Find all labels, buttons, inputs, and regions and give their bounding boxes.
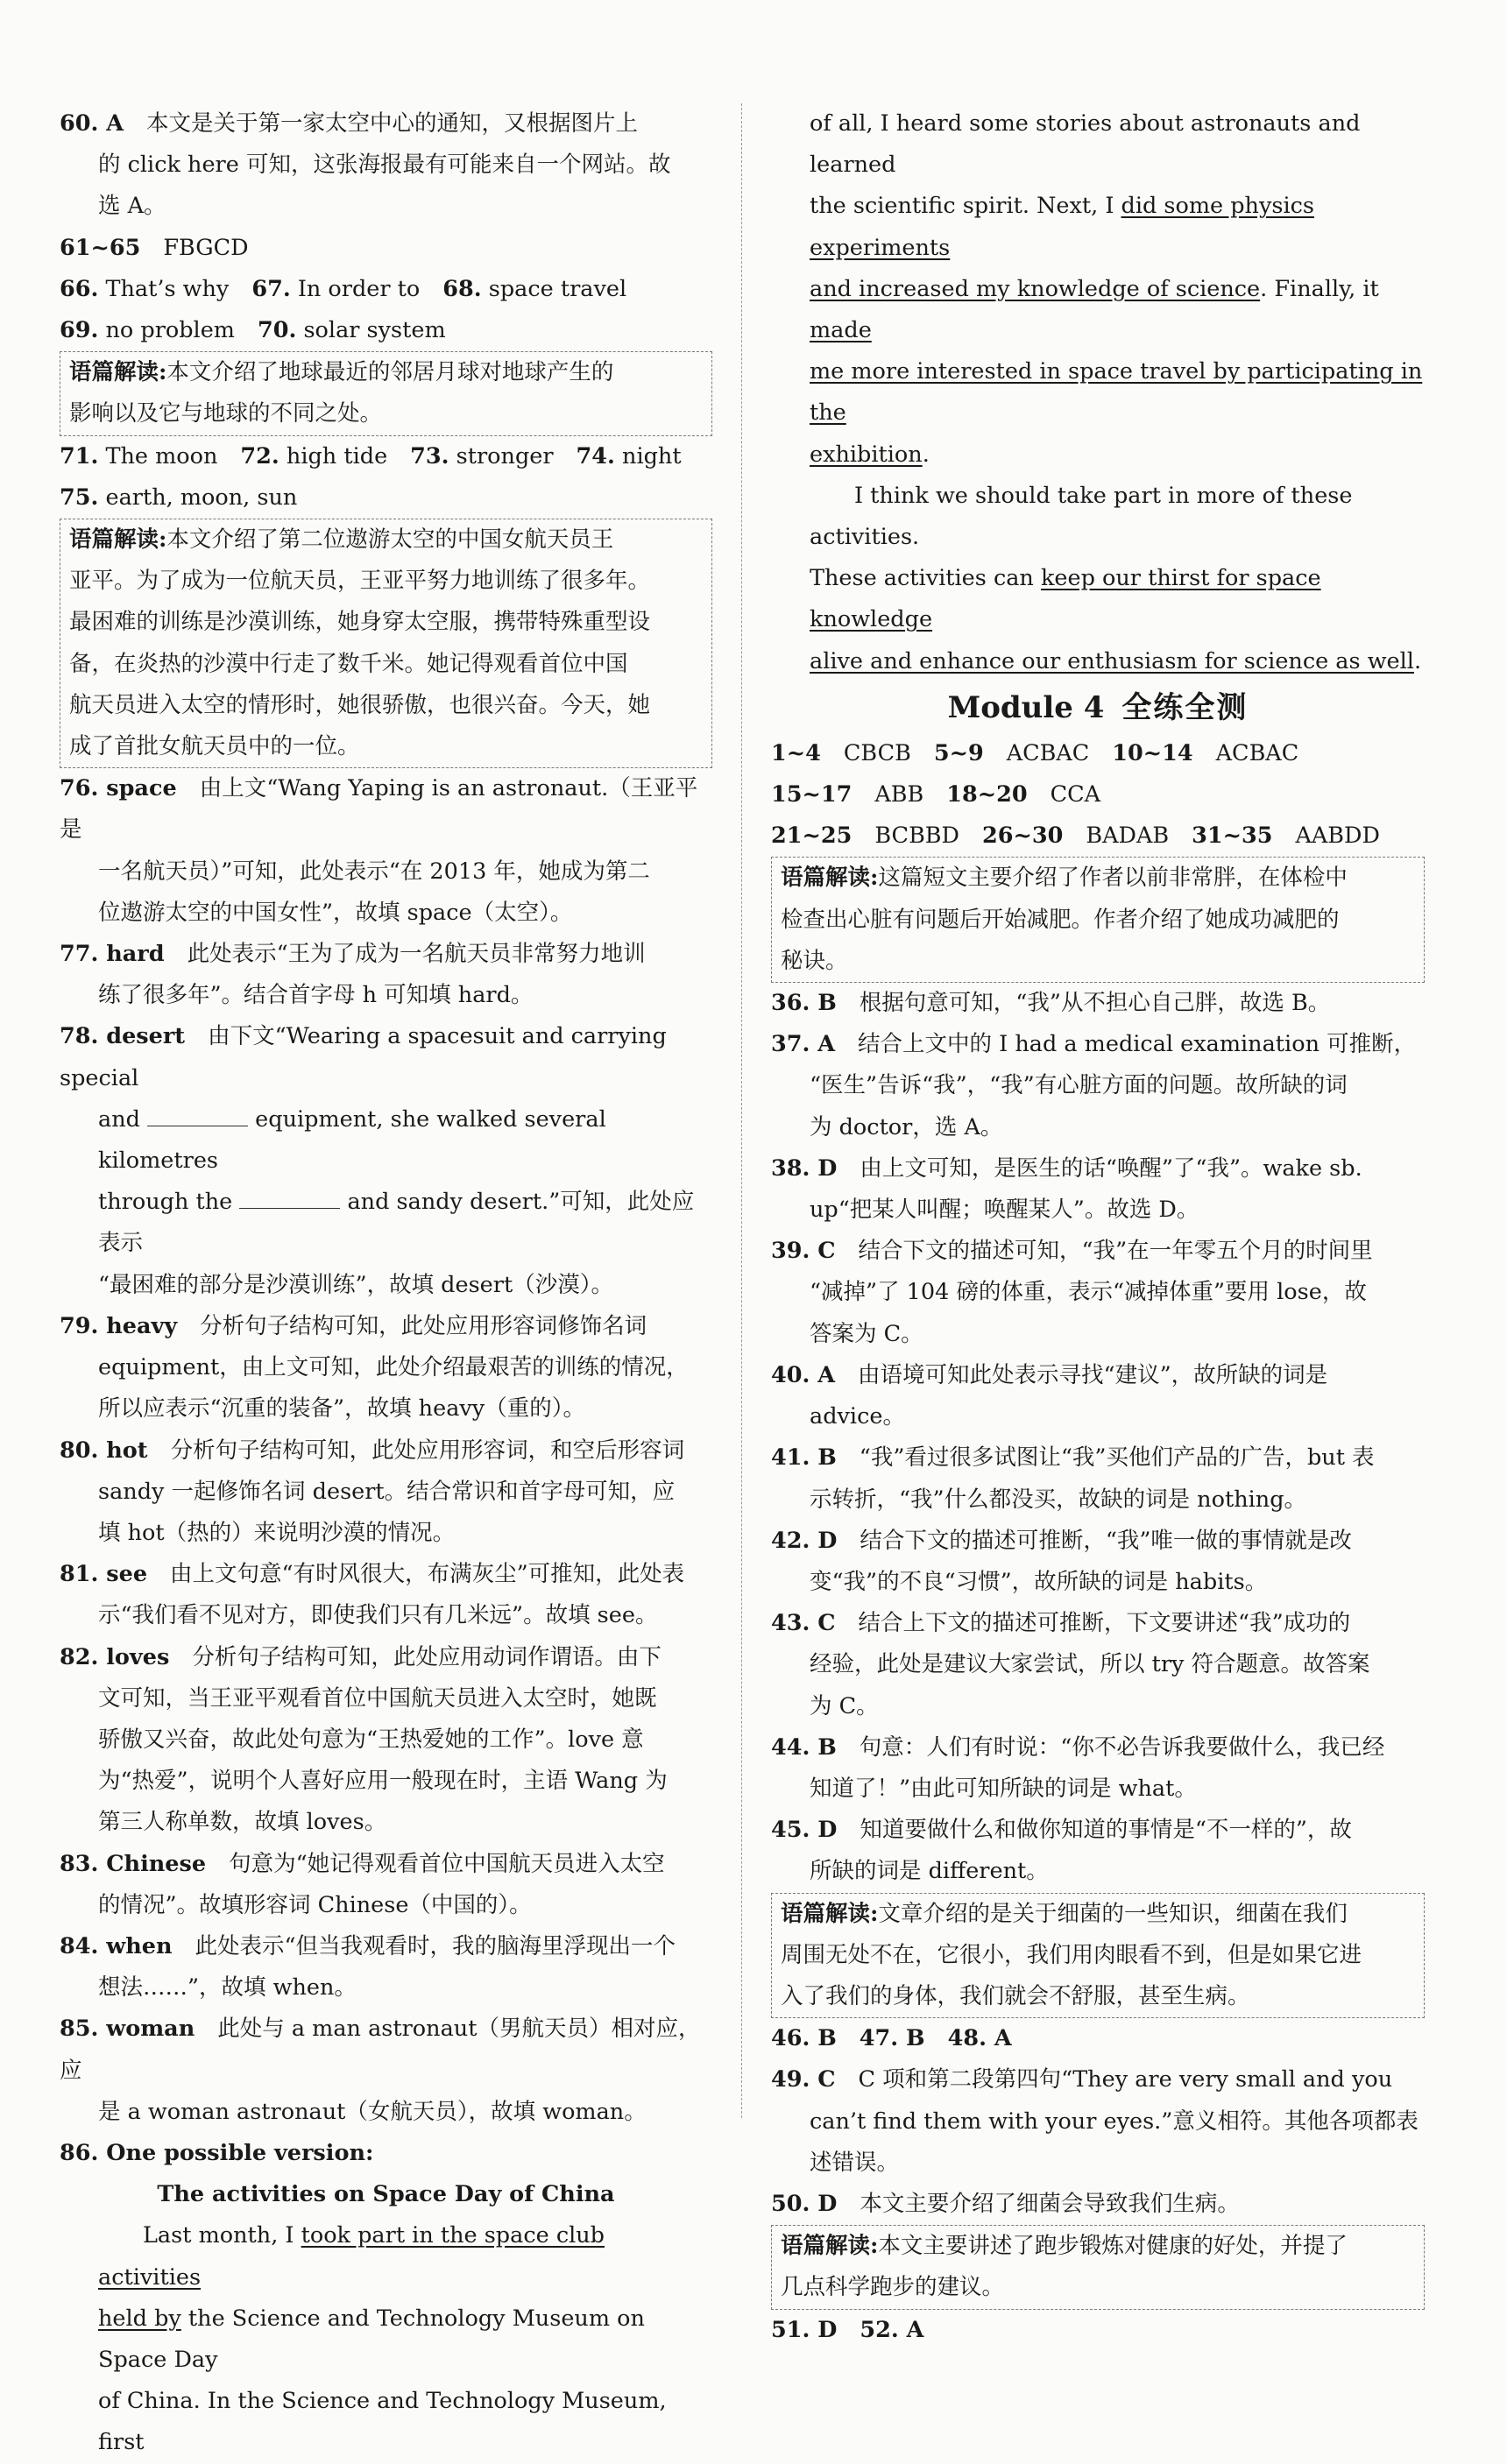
answer-number: 68. <box>442 275 482 302</box>
explanation-line: 示转折，“我”什么都没买，故缺的词是 nothing。 <box>810 1486 1307 1513</box>
answer-number: 48. A <box>947 2025 1012 2052</box>
answer-number: 77. hard <box>60 941 165 968</box>
answer-value: CBCB <box>843 739 911 766</box>
answer-76 <box>60 768 712 934</box>
fill-blank <box>239 1185 340 1209</box>
explanation-line: 所以应表示“沉重的装备”，故填 heavy（重的）。 <box>98 1395 585 1423</box>
answer-43 <box>771 1603 1425 1727</box>
summary-label: 语篇解读: <box>781 1900 879 1927</box>
summary-label: 语篇解读: <box>781 2233 879 2260</box>
column-divider <box>741 103 742 2118</box>
summary-text: 几点科学跑步的建议。 <box>781 2274 1005 2301</box>
summary-text: 影响以及它与地球的不同之处。 <box>69 400 383 427</box>
summary-text: 最困难的训练是沙漠训练，她身穿太空服，携带特殊重型设 <box>69 609 651 636</box>
answer-value: FBGCD <box>163 234 249 261</box>
answer-number: 72. <box>240 442 279 470</box>
answer-number: 66. <box>60 275 99 302</box>
explanation-line: 的 click here 可知，这张海报最有可能来自一个网站。故 <box>98 152 671 179</box>
explanation-line: 此处表示“但当我观看时，我的脑海里浮现出一个 <box>195 1932 676 1959</box>
answer-range: 5~9 <box>933 739 984 766</box>
explanation-line: 结合下文的描述可推断，“我”唯一做的事情就是改 <box>860 1527 1352 1554</box>
answer-range: 1~4 <box>771 739 821 766</box>
answer-number: 83. Chinese <box>60 1850 207 1877</box>
answers-69-70 <box>60 310 712 351</box>
summary-text: 本文主要讲述了跑步锻炼对健康的好处，并提了 <box>878 2233 1348 2260</box>
answers-51-52 <box>771 2310 1425 2351</box>
essay-underlined-text: exhibition <box>810 441 923 468</box>
explanation-line: 练了很多年”。结合首字母 h 可知填 hard。 <box>98 982 534 1009</box>
essay-text: . <box>922 441 930 468</box>
explanation-line: 填 hot（热的）来说明沙漠的情况。 <box>98 1519 456 1546</box>
answer-39 <box>771 1231 1425 1355</box>
answer-78 <box>60 1016 712 1305</box>
answer-range: 10~14 <box>1112 739 1193 766</box>
explanation-line: “减掉”了 104 磅的体重，表示“减掉体重”要用 lose，故 <box>810 1279 1367 1306</box>
explanation-line: 第三人称单数，故填 loves。 <box>98 1809 387 1836</box>
module-title-en: Module 4 <box>947 689 1105 725</box>
summary-text: 秘诀。 <box>781 947 848 974</box>
answer-84 <box>60 1926 712 2009</box>
answer-38 <box>771 1148 1425 1231</box>
answer-75 <box>60 477 712 519</box>
explanation-line: 的情况”。故填形容词 Chinese（中国的）。 <box>98 1891 532 1918</box>
answer-value: BADAB <box>1086 823 1170 850</box>
explanation-line: 句意：人们有时说：“你不必告诉我要做什么，我已经 <box>859 1733 1385 1761</box>
explanation-line: sandy 一起修饰名词 desert。结合常识和首字母可知，应 <box>98 1478 676 1505</box>
explanation-line: 本文是关于第一家太空中心的通知，又根据图片上 <box>146 110 639 137</box>
answer-number: 73. <box>410 442 449 470</box>
summary-text: 航天员进入太空的情形时，她很骄傲，也很兴奋。今天，她 <box>69 691 651 718</box>
answer-number: 41. B <box>771 1444 837 1472</box>
answer-number: 51. D <box>771 2316 838 2343</box>
answer-77 <box>60 934 712 1016</box>
explanation-line: 一名航天员）”可知，此处表示“在 2013 年，她成为第二 <box>98 858 650 885</box>
explanation-line: 结合下文的描述可知，“我”在一年零五个月的时间里 <box>858 1238 1373 1265</box>
explanation-line: 分析句子结构可知，此处应用动词作谓语。由下 <box>192 1643 662 1670</box>
essay-title: The activities on Space Day of China <box>157 2181 615 2208</box>
answers-71-74 <box>60 436 712 477</box>
fill-blank <box>147 1103 248 1126</box>
module-title <box>771 682 1425 733</box>
answer-number: 67. <box>251 275 291 302</box>
answer-number: 44. B <box>771 1733 837 1761</box>
answer-41 <box>771 1437 1425 1520</box>
answers-15-20 <box>771 774 1425 815</box>
explanation-line: 述错误。 <box>810 2149 900 2176</box>
explanation-line: 由上文“Wang Yaping is an astronaut.（王亚平是 <box>60 775 698 844</box>
explanation-text: equipment, she walked several kilometres <box>98 1105 606 1175</box>
answer-range: 31~35 <box>1192 823 1273 850</box>
left-column <box>60 103 712 2464</box>
answers-1-14 <box>771 733 1425 774</box>
explanation-line: “最困难的部分是沙漠训练”，故填 desert（沙漠）。 <box>98 1271 613 1298</box>
explanation-line: 由上文句意“有时风很大，布满灰尘”可推知，此处表 <box>170 1561 685 1588</box>
answer-number: 60. A <box>60 110 124 137</box>
essay-text: the scientific spirit. Next, I <box>810 193 1121 220</box>
explanation-line: can’t find them with your eyes.”意义相符。其他各项都表 <box>810 2107 1419 2135</box>
answer-number: 49. C <box>771 2066 836 2093</box>
explanation-line: 变“我”的不良“习惯”，故所缺的词是 habits。 <box>810 1568 1268 1595</box>
answer-value: solar system <box>303 317 446 344</box>
summary-text: 本文介绍了地球最近的邻居月球对地球产生的 <box>166 359 614 386</box>
answer-value: BCBBD <box>874 823 959 850</box>
answer-number: 76. space <box>60 775 177 802</box>
essay-continuation <box>771 103 1425 682</box>
answer-number: 39. C <box>771 1238 836 1265</box>
explanation-line: 由语境可知此处表示寻找“建议”，故所缺的词是 <box>858 1361 1328 1388</box>
answer-number: 45. D <box>771 1817 838 1844</box>
answer-number: 70. <box>257 317 297 344</box>
explanation-line: 位遨游太空的中国女性”，故填 space（太空）。 <box>98 899 573 926</box>
passage-summary-box <box>60 351 712 435</box>
explanation-line: 由下文“Wearing a spacesuit and carrying special <box>60 1023 667 1091</box>
passage-summary-box <box>60 519 712 768</box>
summary-text: 周围无处不在，它很小，我们用肉眼看不到，但是如果它进 <box>781 1941 1362 1968</box>
answer-number: 69. <box>60 317 99 344</box>
summary-text: 备，在炎热的沙漠中行走了数千米。她记得观看首位中国 <box>69 650 628 677</box>
explanation-line: 此处与 a man astronaut（男航天员）相对应，应 <box>60 2016 701 2084</box>
explanation-line: 选 A。 <box>98 193 166 220</box>
explanation-line: 分析句子结构可知，此处应用形容词修饰名词 <box>200 1312 647 1339</box>
answer-40 <box>771 1355 1425 1437</box>
essay-heading: 86. One possible version: <box>60 2139 374 2166</box>
essay-underlined-text: took part in the space club activities <box>98 2222 605 2291</box>
explanation-text: and sandy desert.”可知，此处应表示 <box>98 1189 695 1257</box>
answer-value: That’s why <box>105 275 230 302</box>
module-title-cn: 全练全测 <box>1121 689 1249 725</box>
answer-value: no problem <box>105 317 235 344</box>
answer-36 <box>771 983 1425 1024</box>
essay-text: Last month, I <box>143 2222 301 2249</box>
answer-value: AABDD <box>1295 823 1380 850</box>
essay-text: of China. In the Science and Technology Museum, first <box>98 2388 667 2456</box>
answer-value: stronger <box>456 442 554 470</box>
answer-value: ACBAC <box>1006 739 1090 766</box>
explanation-line: 结合上下文的描述可推断，下文要讲述“我”成功的 <box>858 1610 1351 1637</box>
explanation-line: 答案为 C。 <box>810 1320 923 1347</box>
answer-number: 84. when <box>60 1932 173 1959</box>
answers-46-48 <box>771 2018 1425 2059</box>
answer-42 <box>771 1521 1425 1603</box>
answer-number: 46. B <box>771 2025 837 2052</box>
essay-text: . <box>1413 647 1422 674</box>
explanation-text: and <box>98 1105 140 1133</box>
summary-text: 文章介绍的是关于细菌的一些知识，细菌在我们 <box>878 1900 1348 1927</box>
answer-44 <box>771 1727 1425 1810</box>
essay-underlined-text: alive and enhance our enthusiasm for science as well <box>810 647 1414 674</box>
answer-value: space travel <box>488 275 627 302</box>
essay-underlined-text: held by <box>98 2305 181 2332</box>
answer-number: 37. A <box>771 1031 836 1058</box>
answer-number: 74. <box>576 442 615 470</box>
answer-number: 75. <box>60 484 99 511</box>
answer-value: In order to <box>297 275 421 302</box>
answer-value: earth, moon, sun <box>105 484 298 511</box>
answer-number: 42. D <box>771 1527 838 1554</box>
answer-number: 78. desert <box>60 1023 186 1050</box>
explanation-line: 分析句子结构可知，此处应用形容词，和空后形容词 <box>170 1437 685 1464</box>
answers-21-35 <box>771 815 1425 857</box>
answer-value: CCA <box>1050 781 1101 808</box>
explanation-line: 句意为“她记得观看首位中国航天员进入太空 <box>229 1850 665 1877</box>
answer-range: 15~17 <box>771 781 853 808</box>
answer-83 <box>60 1844 712 1926</box>
answer-49 <box>771 2059 1425 2184</box>
answer-number: 71. <box>60 442 99 470</box>
explanation-line: “医生”告诉“我”，“我”有心脏方面的问题。故所缺的词 <box>810 1072 1348 1099</box>
answer-range: 61~65 <box>60 234 141 261</box>
summary-text: 成了首批女航天员中的一位。 <box>69 733 360 760</box>
answer-range: 18~20 <box>946 781 1028 808</box>
explanation-line: equipment，由上文可知，此处介绍最艰苦的训练的情况， <box>98 1354 689 1381</box>
essay-text: of all, I heard some stories about astronauts and learned <box>810 110 1361 179</box>
explanation-text: through the <box>98 1189 233 1216</box>
right-column <box>771 103 1425 2351</box>
answer-number: 40. A <box>771 1361 836 1388</box>
answer-82 <box>60 1637 712 1844</box>
answer-number: 82. loves <box>60 1643 170 1670</box>
explanation-line: 知道要做什么和做你知道的事情是“不一样的”，故 <box>860 1817 1352 1844</box>
explanation-line: 为 doctor，选 A。 <box>810 1113 1003 1140</box>
summary-label: 语篇解读: <box>69 359 167 386</box>
essay-underlined-text: me more interested in space travel by participating in the <box>810 358 1423 427</box>
explanation-line: 示“我们看不见对方，即使我们只有几米远”。故填 see。 <box>98 1602 658 1629</box>
explanation-line: 是 a woman astronaut（女航天员），故填 woman。 <box>98 2098 647 2125</box>
explanation-line: 骄傲又兴奋，故此处句意为“王热爱她的工作”。love 意 <box>98 1726 644 1753</box>
summary-label: 语篇解读: <box>781 865 879 892</box>
answer-number: 79. heavy <box>60 1312 178 1339</box>
answers-61-65 <box>60 228 712 269</box>
essay-text: the Science and Technology Museum on Space Day <box>98 2305 645 2373</box>
essay-underlined-text: keep our thirst for space knowledge <box>810 565 1321 633</box>
answer-number: 80. hot <box>60 1437 148 1464</box>
explanation-line: 所缺的词是 different。 <box>810 1858 1049 1885</box>
passage-summary-box <box>771 857 1425 983</box>
answer-range: 21~25 <box>771 823 853 850</box>
explanation-line: 文可知，当王亚平观看首位中国航天员进入太空时，她既 <box>98 1684 657 1712</box>
essay-underlined-text: did some physics experiments <box>810 193 1314 261</box>
answer-number: 36. B <box>771 990 837 1017</box>
explanation-line: “我”看过很多试图让“我”买他们产品的广告，but 表 <box>859 1444 1375 1472</box>
answer-value: high tide <box>286 442 388 470</box>
explanation-line: up“把某人叫醒；唤醒某人”。故选 D。 <box>810 1197 1199 1224</box>
summary-label: 语篇解读: <box>69 526 167 554</box>
passage-summary-box <box>771 2225 1425 2309</box>
answer-number: 52. A <box>860 2316 924 2343</box>
explanation-line: 为 C。 <box>810 1692 879 1719</box>
answer-37 <box>771 1024 1425 1148</box>
essay-underlined-text: made <box>810 317 872 344</box>
answer-81 <box>60 1554 712 1636</box>
essay-text: . Finally, it <box>1260 275 1379 302</box>
answer-value: night <box>622 442 682 470</box>
summary-text: 入了我们的身体，我们就会不舒服，甚至生病。 <box>781 1982 1250 2009</box>
passage-summary-box <box>771 1893 1425 2019</box>
summary-text: 亚平。为了成为一位航天员，王亚平努力地训练了很多年。 <box>69 568 651 595</box>
summary-text: 本文介绍了第二位遨游太空的中国女航天员王 <box>166 526 614 554</box>
answer-number: 81. see <box>60 1561 148 1588</box>
explanation-line: 由上文可知，是医生的话“唤醒”了“我”。wake sb. <box>860 1154 1362 1182</box>
answer-number: 38. D <box>771 1154 838 1182</box>
answer-value: The moon <box>105 442 218 470</box>
answer-number: 43. C <box>771 1610 836 1637</box>
answer-range: 26~30 <box>982 823 1064 850</box>
answer-86 <box>60 2133 712 2464</box>
summary-text: 检查出心脏有问题后开始减肥。作者介绍了她成功减肥的 <box>781 906 1340 933</box>
answer-79 <box>60 1306 712 1430</box>
explanation-line: 结合上文中的 I had a medical examination 可推断， <box>858 1031 1417 1058</box>
answer-value: ACBAC <box>1215 739 1299 766</box>
explanation-line: 本文主要介绍了细菌会导致我们生病。 <box>860 2190 1240 2217</box>
answer-value: ABB <box>874 781 924 808</box>
answers-66-68 <box>60 269 712 310</box>
explanation-line: 此处表示“王为了成为一名航天员非常努力地训 <box>187 941 646 968</box>
essay-underlined-text: and increased my knowledge of science <box>810 275 1261 302</box>
explanation-line: 想法……”，故填 when。 <box>98 1974 357 2002</box>
answer-number: 47. B <box>859 2025 925 2052</box>
essay-text: I think we should take part in more of these activities. <box>810 482 1353 551</box>
answer-85 <box>60 2009 712 2133</box>
answer-number: 50. D <box>771 2190 838 2217</box>
explanation-line: 根据句意可知，“我”从不担心自己胖，故选 B。 <box>859 990 1331 1017</box>
explanation-line: C 项和第二段第四句“They are very small and you <box>858 2066 1393 2093</box>
answer-80 <box>60 1430 712 1555</box>
essay-text: These activities can <box>810 565 1041 592</box>
answer-60 <box>60 103 712 145</box>
answer-number: 85. woman <box>60 2016 195 2043</box>
summary-text: 这篇短文主要介绍了作者以前非常胖，在体检中 <box>878 865 1348 892</box>
explanation-line: advice。 <box>810 1403 905 1430</box>
answer-45 <box>771 1810 1425 1892</box>
answer-50 <box>771 2184 1425 2225</box>
explanation-line: 为“热爱”，说明个人喜好应用一般现在时，主语 Wang 为 <box>98 1768 668 1795</box>
explanation-line: 知道了！”由此可知所缺的词是 what。 <box>810 1775 1197 1802</box>
explanation-line: 经验，此处是建议大家尝试，所以 try 符合题意。故答案 <box>810 1651 1370 1678</box>
